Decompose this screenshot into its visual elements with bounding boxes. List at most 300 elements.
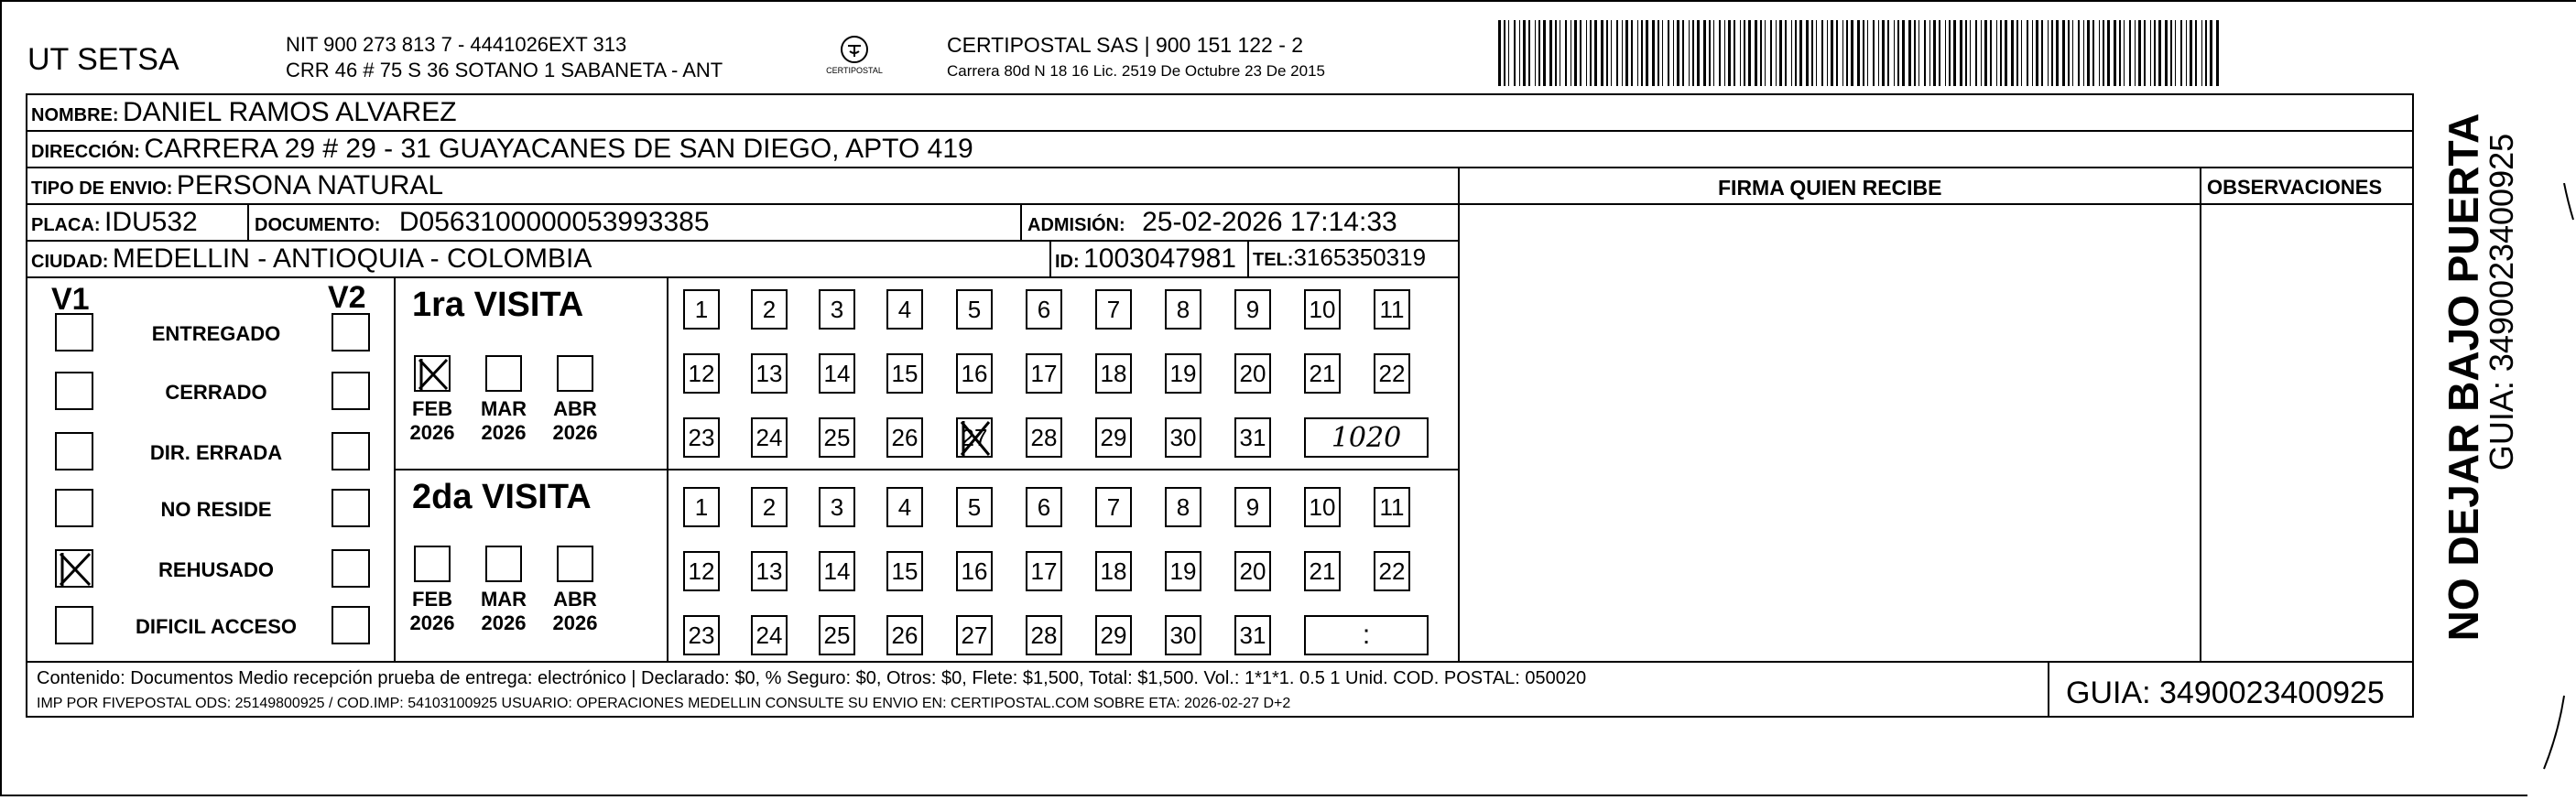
barcode-bar xyxy=(2180,20,2182,86)
visit1-day-number: 13 xyxy=(755,359,783,387)
direccion-value: CARRERA 29 # 29 - 31 GUAYACANES DE SAN DIEGO, APTO 419 xyxy=(144,134,973,164)
visit2-day-box[interactable] xyxy=(886,487,923,527)
visit1-day-number: 10 xyxy=(1309,295,1336,323)
status-label: NO RESIDE xyxy=(160,498,272,521)
barcode-bar xyxy=(2190,20,2192,86)
x-mark-icon xyxy=(57,551,93,588)
visit1-month-year: 2026 xyxy=(481,421,527,444)
visit2-month-checkbox[interactable] xyxy=(557,546,593,582)
placa-cell xyxy=(31,207,198,238)
visit2-day-box[interactable] xyxy=(819,615,855,655)
status-v1-checkbox[interactable] xyxy=(55,606,93,644)
visit2-day-number: 31 xyxy=(1239,621,1266,649)
visit1-day-box[interactable] xyxy=(819,417,855,458)
barcode-bar xyxy=(1984,20,1987,86)
barcode-bar xyxy=(1953,20,1956,86)
barcode-bar xyxy=(1519,20,1520,86)
barcode-bar xyxy=(1689,20,1690,86)
admision-label: ADMISIÓN: xyxy=(1027,215,1125,235)
visit1-month-year: 2026 xyxy=(409,421,455,444)
barcode-bar xyxy=(1586,20,1587,86)
visit2-day-box[interactable] xyxy=(751,615,788,655)
barcode-bar xyxy=(1873,20,1875,86)
barcode-bar xyxy=(1929,20,1930,86)
visit2-day-box[interactable] xyxy=(819,487,855,527)
visit1-day-number: 22 xyxy=(1378,359,1406,387)
barcode-bar xyxy=(1616,20,1618,86)
status-label: DIR. ERRADA xyxy=(149,441,283,464)
barcode-bar xyxy=(1882,20,1885,86)
x-mark-icon xyxy=(958,419,993,458)
barcode-bar xyxy=(1960,20,1962,86)
barcode-bar xyxy=(2170,20,2172,86)
logo-text: CERTIPOSTAL xyxy=(826,66,883,75)
visit2-month-year: 2026 xyxy=(409,611,455,634)
visit2-day-number: 18 xyxy=(1100,557,1127,585)
visit1-time-box[interactable]: 1020 xyxy=(1304,417,1429,458)
visit1-day-box[interactable] xyxy=(819,353,855,394)
visit2-month-label: ABR xyxy=(553,588,597,611)
barcode-bar xyxy=(2056,20,2059,86)
visit2-day-number: 6 xyxy=(1037,492,1051,521)
barcode-bar xyxy=(1646,20,1648,86)
visit2-day-number: 2 xyxy=(762,492,777,521)
barcode-bar xyxy=(1549,20,1552,86)
visit1-day-box[interactable] xyxy=(886,417,923,458)
barcode-bar xyxy=(2021,20,2022,86)
firma-label: FIRMA QUIEN RECIBE xyxy=(1718,176,1942,200)
barcode-bar xyxy=(1692,20,1694,86)
barcode-bar xyxy=(1637,20,1638,86)
barcode-bar xyxy=(1867,20,1868,86)
visit1-day-number: 7 xyxy=(1106,295,1121,323)
barcode-bar xyxy=(1734,20,1735,86)
firma-divider xyxy=(1458,167,1460,661)
barcode-bar xyxy=(1949,20,1951,86)
admision-divider xyxy=(1020,203,1022,240)
visit1-day-box[interactable] xyxy=(1026,289,1062,330)
visit2-day-box[interactable] xyxy=(1304,487,1341,527)
side-guia: GUIA: 3490023400925 xyxy=(2483,133,2520,471)
visit1-day-box[interactable] xyxy=(956,353,993,394)
barcode-bar xyxy=(1719,20,1721,86)
status-label: CERRADO xyxy=(165,381,267,404)
visit1-day-box[interactable] xyxy=(1374,353,1410,394)
visit1-day-box[interactable] xyxy=(1165,289,1201,330)
status-v1-checkbox[interactable] xyxy=(55,432,93,470)
visit1-day-number: 19 xyxy=(1169,359,1197,387)
visit2-day-box[interactable] xyxy=(1026,551,1062,591)
certipostal-logo xyxy=(813,33,896,79)
visit2-day-box[interactable] xyxy=(683,551,720,591)
visit2-day-box[interactable] xyxy=(1095,487,1132,527)
barcode-bar xyxy=(2000,20,2002,86)
visit1-day-number: 25 xyxy=(823,423,851,451)
barcode-bar xyxy=(1625,20,1628,86)
barcode-bar xyxy=(2186,20,2187,86)
visit2-day-box[interactable] xyxy=(1304,551,1341,591)
visit2-day-number: 19 xyxy=(1169,557,1197,585)
visit1-day-box[interactable] xyxy=(683,289,720,330)
bottom-border xyxy=(0,795,2527,796)
nombre-row xyxy=(31,97,457,128)
status-label: ENTREGADO xyxy=(151,322,281,345)
visit1-day-box[interactable] xyxy=(956,289,993,330)
visit1-day-box[interactable] xyxy=(819,289,855,330)
row-divider xyxy=(26,276,1458,278)
barcode-bar xyxy=(1831,20,1833,86)
barcode-bar xyxy=(1580,20,1581,86)
visit2-day-number: 11 xyxy=(1379,492,1405,521)
barcode-bar xyxy=(2210,20,2212,86)
visit2-day-box[interactable] xyxy=(1374,551,1410,591)
barcode-bar xyxy=(1594,20,1597,86)
visit1-day-box[interactable] xyxy=(1374,289,1410,330)
row-divider xyxy=(26,240,1458,242)
visit1-day-box[interactable] xyxy=(1234,417,1271,458)
barcode-bar xyxy=(1703,20,1706,86)
barcode-bar xyxy=(2216,20,2219,86)
visit2-day-number: 3 xyxy=(830,492,844,521)
visit1-month-checkbox[interactable] xyxy=(557,355,593,392)
nombre-value: DANIEL RAMOS ALVAREZ xyxy=(123,97,457,127)
visit2-day-box[interactable] xyxy=(751,487,788,527)
id-cell xyxy=(1055,243,1236,275)
nit-line-2: CRR 46 # 75 S 36 SOTANO 1 SABANETA - ANT xyxy=(286,59,723,81)
barcode-bar xyxy=(1760,20,1762,86)
visit2-day-number: 7 xyxy=(1106,492,1121,521)
visit2-month-label: FEB xyxy=(412,588,452,611)
barcode-bar xyxy=(1658,20,1659,86)
barcode-bar xyxy=(1504,20,1505,86)
barcode-bar xyxy=(1975,20,1977,86)
visit1-day-box[interactable] xyxy=(1304,289,1341,330)
tipo-envio-value: PERSONA NATURAL xyxy=(176,170,444,200)
barcode-bar xyxy=(1508,20,1509,86)
placa-label: PLACA: xyxy=(31,215,101,235)
barcode-bar xyxy=(1673,20,1674,86)
visit2-title: 2da VISITA xyxy=(412,478,592,516)
barcode-bar xyxy=(1776,20,1777,86)
certipostal-line-1: CERTIPOSTAL SAS | 900 151 122 - 2 xyxy=(947,33,1304,57)
visit1-month-checkbox[interactable] xyxy=(485,355,522,392)
contenido-text: Contenido: Documentos Medio recepción prueba de entrega: electrónico | Declarado: $0, % Seguro: $0, Otros: $0, Flete: $1,500, Total: $1,500. Vol.: 1*1*1. 0.5 1 Unid. COD. POSTAL: 050020 xyxy=(37,668,1587,688)
barcode-bar xyxy=(2072,20,2073,86)
footer-divider xyxy=(2048,661,2049,718)
tipo-envio-label: TIPO DE ENVIO: xyxy=(31,178,173,199)
barcode-bar xyxy=(1806,20,1809,86)
status-v2-checkbox[interactable] xyxy=(332,489,370,527)
barcode-bar xyxy=(2158,20,2161,86)
visit2-month-checkbox[interactable] xyxy=(414,546,451,582)
visit1-day-box[interactable] xyxy=(1095,417,1132,458)
visit2-day-box[interactable] xyxy=(886,615,923,655)
barcode-bar xyxy=(2135,20,2136,86)
visit1-day-number: 6 xyxy=(1037,295,1051,323)
visit2-time-box[interactable]: : xyxy=(1304,615,1429,655)
barcode-bar xyxy=(1652,20,1655,86)
visit1-day-box[interactable] xyxy=(1165,417,1201,458)
barcode-bar xyxy=(1795,20,1797,86)
barcode-bar xyxy=(2087,20,2090,86)
visit2-month-label: MAR xyxy=(480,588,527,611)
barcode-bar xyxy=(2036,20,2038,86)
id-divider xyxy=(1049,240,1051,276)
visit2-day-box[interactable] xyxy=(1165,615,1201,655)
visit1-day-number: 5 xyxy=(967,295,982,323)
barcode-bar xyxy=(1744,20,1745,86)
barcode-bar xyxy=(2062,20,2065,86)
status-v2-checkbox[interactable] xyxy=(332,549,370,588)
barcode-bar xyxy=(1709,20,1711,86)
status-v1-checkbox[interactable] xyxy=(55,489,93,527)
barcode-bar xyxy=(2114,20,2116,86)
barcode-bar xyxy=(1543,20,1546,86)
barcode-bar xyxy=(2032,20,2033,86)
visit1-day-box[interactable] xyxy=(751,353,788,394)
ciudad-value: MEDELLIN - ANTIOQUIA - COLOMBIA xyxy=(112,243,592,274)
visit2-month-year: 2026 xyxy=(552,611,598,634)
placa-divider xyxy=(247,203,249,240)
barcode-bar xyxy=(1887,20,1889,86)
barcode-bar xyxy=(1924,20,1926,86)
visit1-day-number: 16 xyxy=(961,359,988,387)
visit1-day-box[interactable] xyxy=(1165,353,1201,394)
barcode-bar xyxy=(1894,20,1895,86)
barcode-bar xyxy=(1601,20,1603,86)
v2-label: V2 xyxy=(328,280,366,315)
visit1-day-number: 29 xyxy=(1100,423,1127,451)
visit1-day-box[interactable] xyxy=(1095,353,1132,394)
visit2-day-box[interactable] xyxy=(819,551,855,591)
visit1-day-box[interactable] xyxy=(886,353,923,394)
barcode-bar xyxy=(2107,20,2110,86)
visit1-day-box[interactable] xyxy=(956,417,993,458)
barcode-bar xyxy=(1538,20,1540,86)
visit2-day-number: 12 xyxy=(688,557,715,585)
barcode-bar xyxy=(1878,20,1879,86)
barcode-bar xyxy=(2011,20,2014,86)
barcode-bar xyxy=(2048,20,2049,86)
tel-cell xyxy=(1253,243,1426,272)
barcode-bar xyxy=(2041,20,2043,86)
barcode-bar xyxy=(2150,20,2151,86)
visit1-day-number: 21 xyxy=(1309,359,1336,387)
direccion-label: DIRECCIÓN: xyxy=(31,142,140,162)
barcode-bar xyxy=(2051,20,2053,86)
visit1-day-box[interactable] xyxy=(886,289,923,330)
x-mark-icon xyxy=(416,357,451,392)
visit1-day-box[interactable] xyxy=(751,417,788,458)
visit2-day-box[interactable] xyxy=(1095,551,1132,591)
barcode-bar xyxy=(2103,20,2104,86)
visit1-day-number: 2 xyxy=(762,295,777,323)
ciudad-cell xyxy=(31,243,592,275)
visit1-day-box[interactable] xyxy=(751,289,788,330)
visit1-day-number: 18 xyxy=(1100,359,1127,387)
barcode-bar xyxy=(1846,20,1848,86)
barcode-bar xyxy=(2175,20,2176,86)
barcode-bar xyxy=(2016,20,2018,86)
visit2-day-box[interactable] xyxy=(1234,615,1271,655)
visit1-month-year: 2026 xyxy=(552,421,598,444)
no-dejar-bajo-puerta: NO DEJAR BAJO PUERTA xyxy=(2440,113,2487,642)
barcode-bar xyxy=(1908,20,1911,86)
barcode-bar xyxy=(2138,20,2141,86)
barcode-bar xyxy=(1836,20,1838,86)
status-v2-checkbox[interactable] xyxy=(332,432,370,470)
barcode-bar xyxy=(1897,20,1899,86)
barcode-bar xyxy=(1779,20,1782,86)
visit1-month-label: MAR xyxy=(480,397,527,420)
firma-header-line xyxy=(1458,203,2414,205)
barcode-bar xyxy=(1939,20,1940,86)
barcode-bar xyxy=(1662,20,1663,86)
visit1-day-number: 24 xyxy=(755,423,783,451)
visit2-day-box[interactable] xyxy=(1165,487,1201,527)
barcode-bar xyxy=(1713,20,1714,86)
visit2-day-number: 16 xyxy=(961,557,988,585)
status-v2-checkbox[interactable] xyxy=(332,313,370,351)
visit2-day-box[interactable] xyxy=(1234,551,1271,591)
visit2-day-number: 23 xyxy=(688,621,715,649)
visit1-day-number: 30 xyxy=(1169,423,1197,451)
visit2-day-box[interactable] xyxy=(956,615,993,655)
visit1-day-number: 9 xyxy=(1245,295,1260,323)
status-v1-checkbox[interactable] xyxy=(55,372,93,410)
visit1-day-number: 28 xyxy=(1030,423,1058,451)
visit1-day-number: 4 xyxy=(897,295,912,323)
visit2-day-box[interactable] xyxy=(956,487,993,527)
barcode-bar xyxy=(1523,20,1526,86)
tipo-envio-row xyxy=(31,170,443,201)
visit1-day-box[interactable] xyxy=(1095,289,1132,330)
visit1-day-number: 27 xyxy=(961,423,988,451)
visit1-day-box[interactable] xyxy=(683,417,720,458)
barcode-bar xyxy=(1528,20,1530,86)
barcode-bar xyxy=(1811,20,1813,86)
barcode-bar xyxy=(1606,20,1608,86)
barcode-bar xyxy=(2099,20,2100,86)
status-v2-checkbox[interactable] xyxy=(332,606,370,644)
visit1-day-box[interactable] xyxy=(1234,353,1271,394)
barcode-bar xyxy=(2195,20,2197,86)
barcode-bar xyxy=(1755,20,1757,86)
barcode-bar xyxy=(1555,20,1557,86)
barcode-bar xyxy=(2144,20,2146,86)
visit1-day-box[interactable] xyxy=(1234,289,1271,330)
visit2-day-box[interactable] xyxy=(683,487,720,527)
visit1-day-number: 11 xyxy=(1379,295,1405,323)
status-v1-checkbox[interactable] xyxy=(55,549,93,588)
status-v1-checkbox[interactable] xyxy=(55,313,93,351)
visit1-day-number: 15 xyxy=(891,359,918,387)
barcode-bar xyxy=(1827,20,1828,86)
tel-value: 3165350319 xyxy=(1293,243,1427,271)
tel-label: TEL: xyxy=(1253,250,1294,270)
visit2-day-box[interactable] xyxy=(886,551,923,591)
visit2-day-number: 24 xyxy=(755,621,783,649)
barcode-bar xyxy=(2092,20,2094,86)
visit2-day-box[interactable] xyxy=(1026,487,1062,527)
barcode-bar xyxy=(1682,20,1684,86)
barcode-bar xyxy=(1970,20,1971,86)
visit1-day-box[interactable] xyxy=(683,353,720,394)
visit2-day-number: 28 xyxy=(1030,621,1058,649)
visit2-day-number: 25 xyxy=(823,621,851,649)
barcode-bar xyxy=(1791,20,1792,86)
status-v2-checkbox[interactable] xyxy=(332,372,370,410)
documento-value: D0563100000053993385 xyxy=(398,207,710,237)
barcode xyxy=(1498,20,2227,86)
visit2-day-box[interactable] xyxy=(1095,615,1132,655)
visit2-day-number: 26 xyxy=(891,621,918,649)
barcode-bar xyxy=(1914,20,1916,86)
visit2-day-box[interactable] xyxy=(1165,551,1201,591)
visit2-day-number: 10 xyxy=(1309,492,1336,521)
barcode-bar xyxy=(1748,20,1751,86)
barcode-bar xyxy=(2068,20,2070,86)
barcode-bar xyxy=(1611,20,1612,86)
guia-box-text: GUIA: 3490023400925 xyxy=(2066,676,2385,710)
visit1-day-box[interactable] xyxy=(1026,353,1062,394)
visit2-day-box[interactable] xyxy=(1234,487,1271,527)
visit2-day-number: 29 xyxy=(1100,621,1127,649)
visit2-day-number: 5 xyxy=(967,492,982,521)
status-label: DIFICIL ACCESO xyxy=(135,615,297,638)
barcode-bar xyxy=(1724,20,1725,86)
visit2-day-box[interactable] xyxy=(956,551,993,591)
barcode-bar xyxy=(1765,20,1766,86)
documento-cell xyxy=(255,207,710,238)
visit2-day-number: 27 xyxy=(961,621,988,649)
barcode-bar xyxy=(2129,20,2131,86)
visit1-day-number: 26 xyxy=(891,423,918,451)
barcode-bar xyxy=(1622,20,1623,86)
visit1-day-number: 12 xyxy=(688,359,715,387)
row-divider xyxy=(26,661,2414,663)
visit2-day-number: 21 xyxy=(1309,557,1336,585)
barcode-bar xyxy=(2201,20,2202,86)
visit2-day-box[interactable] xyxy=(683,615,720,655)
visit1-day-box[interactable] xyxy=(1026,417,1062,458)
visit2-day-number: 17 xyxy=(1030,557,1058,585)
admision-cell xyxy=(1027,207,1397,238)
visit1-day-number: 23 xyxy=(688,423,715,451)
barcode-bar xyxy=(1816,20,1817,86)
visit1-day-number: 14 xyxy=(823,359,851,387)
nombre-label: NOMBRE: xyxy=(31,105,119,125)
visit2-day-box[interactable] xyxy=(1374,487,1410,527)
visit1-month-checkbox[interactable] xyxy=(414,355,451,392)
visit2-day-box[interactable] xyxy=(751,551,788,591)
visit2-day-box[interactable] xyxy=(1026,615,1062,655)
visit1-month-label: FEB xyxy=(412,397,452,420)
barcode-bar xyxy=(1918,20,1919,86)
barcode-bar xyxy=(2005,20,2007,86)
barcode-bar xyxy=(1565,20,1567,86)
barcode-bar xyxy=(1799,20,1802,86)
obs-divider xyxy=(2200,167,2201,661)
barcode-bar xyxy=(2205,20,2207,86)
imp-text: IMP POR FIVEPOSTAL ODS: 25149800925 / COD.IMP: 54103100925 USUARIO: OPERACIONES MEDELLIN CONSULTE SU ENVIO EN: CERTIPOSTAL.COM SOBRE ETA: 2026-02-27 D+2 xyxy=(37,696,1291,711)
barcode-bar xyxy=(1770,20,1772,86)
visit1-title: 1ra VISITA xyxy=(412,286,584,324)
visit1-day-box[interactable] xyxy=(1304,353,1341,394)
barcode-image xyxy=(1498,20,2227,86)
visit2-month-checkbox[interactable] xyxy=(485,546,522,582)
barcode-bar xyxy=(1842,20,1843,86)
